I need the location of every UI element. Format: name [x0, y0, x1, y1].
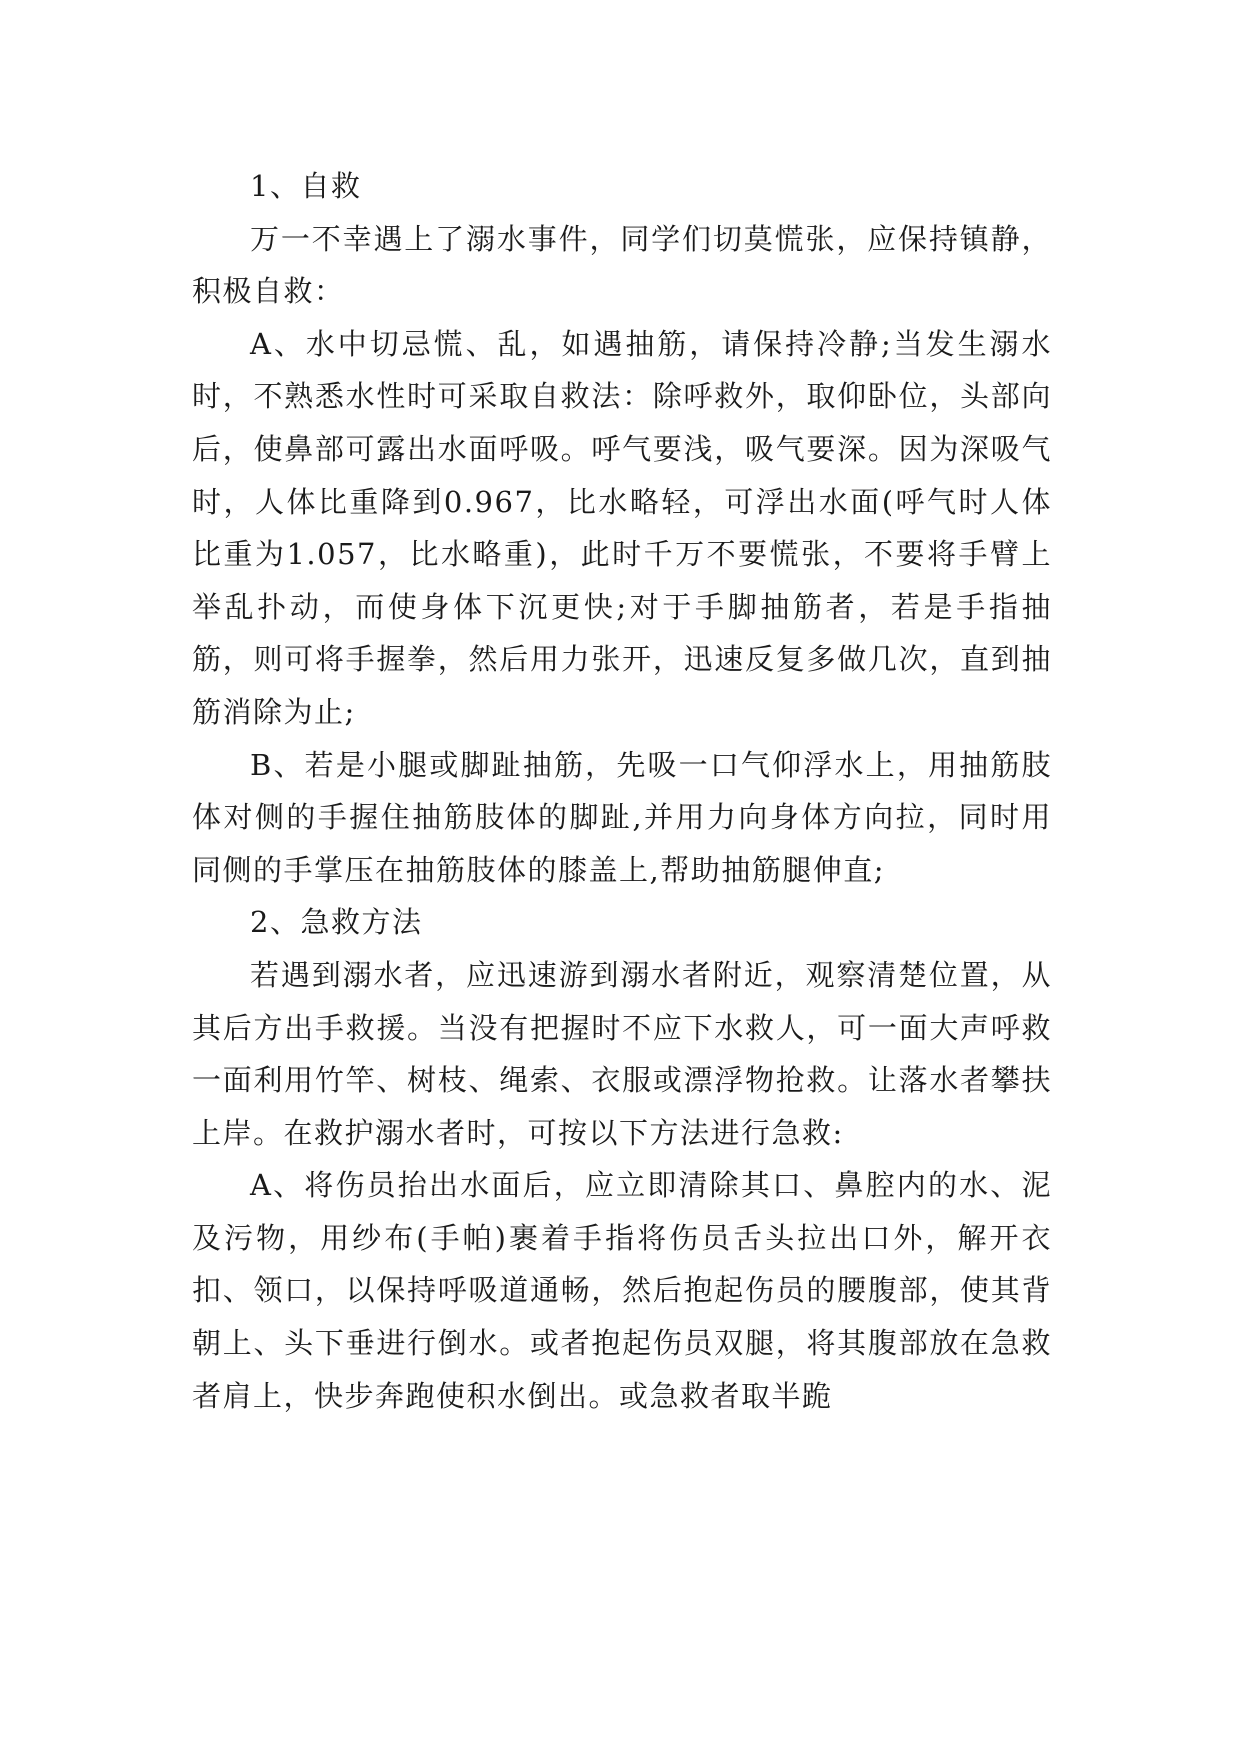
paragraph-self-rescue-a: A、水中切忌慌、乱，如遇抽筋，请保持冷静;当发生溺水时，不熟悉水性时可采取自救法：除呼救外，取仰卧位，头部向后，使鼻部可露出水面呼吸。呼气要浅，吸气要深。因为深吸气时，人体比重降到0.967，比水略轻，可浮出水面(呼气时人体比重为1.057，比水略重)，此时千万不要慌张，不要将手臂上举乱扑动，而使身体下沉更快;对于手脚抽筋者，若是手指抽筋，则可将手握拳，然后用力张开，迅速反复多做几次，直到抽筋消除为止;	[192, 326, 1052, 729]
section-heading-self-rescue: 1、自救	[250, 169, 362, 203]
document-body	[192, 160, 1052, 1422]
paragraph-self-rescue-intro: 万一不幸遇上了溺水事件，同学们切莫慌张，应保持镇静，积极自救：	[192, 221, 1052, 309]
paragraph-self-rescue-b: B、若是小腿或脚趾抽筋，先吸一口气仰浮水上，用抽筋肢体对侧的手握住抽筋肢体的脚趾,并用力向身体方向拉，同时用同侧的手掌压在抽筋肢体的膝盖上,帮助抽筋腿伸直;	[192, 747, 1052, 887]
paragraph-first-aid-a: A、将伤员抬出水面后，应立即清除其口、鼻腔内的水、泥及污物，用纱布(手帕)裹着手指将伤员舌头拉出口外，解开衣扣、领口，以保持呼吸道通畅，然后抱起伤员的腰腹部，使其背朝上、头下垂进行倒水。或者抱起伤员双腿，将其腹部放在急救者肩上，快步奔跑使积水倒出。或急救者取半跪	[192, 1168, 1052, 1413]
section-heading-first-aid: 2、急救方法	[250, 905, 423, 940]
paragraph-first-aid-intro: 若遇到溺水者，应迅速游到溺水者附近，观察清楚位置，从其后方出手救援。当没有把握时不应下水救人，可一面大声呼救一面利用竹竿、树枝、绳索、衣服或漂浮物抢救。让落水者攀扶上岸。在救护溺水者时，可按以下方法进行急救:	[192, 957, 1052, 1150]
